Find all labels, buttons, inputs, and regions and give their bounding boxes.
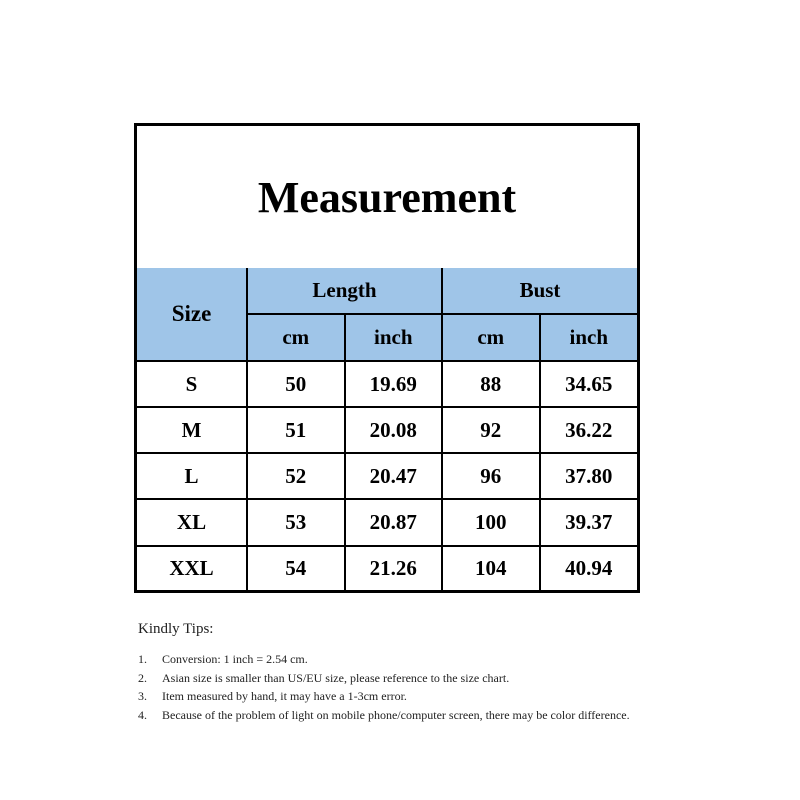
unit-header: cm xyxy=(247,314,345,361)
length-inch: 19.69 xyxy=(345,361,443,407)
size-table xyxy=(137,268,637,590)
length-cm: 52 xyxy=(247,453,345,499)
length-cm: 50 xyxy=(247,361,345,407)
table-row xyxy=(137,361,637,407)
length-cm: 51 xyxy=(247,407,345,453)
kindly-tips xyxy=(138,621,698,724)
list-item xyxy=(138,706,698,725)
unit-header: inch xyxy=(540,314,638,361)
list-item xyxy=(138,650,698,669)
table-row xyxy=(137,453,637,499)
table-row xyxy=(137,499,637,545)
list-number: 3. xyxy=(138,689,147,703)
length-inch: 20.08 xyxy=(345,407,443,453)
page-title: Measurement xyxy=(257,172,517,222)
bust-cm: 96 xyxy=(442,453,540,499)
list-number: 1. xyxy=(138,652,147,666)
group-header-row xyxy=(137,268,637,314)
list-text: Conversion: 1 inch = 2.54 cm. xyxy=(162,652,308,666)
size-label: XL xyxy=(137,499,247,545)
bust-inch: 37.80 xyxy=(540,453,638,499)
bust-inch: 34.65 xyxy=(540,361,638,407)
size-label: S xyxy=(137,361,247,407)
bust-cm: 104 xyxy=(442,546,540,590)
bust-header: Bust xyxy=(442,268,637,314)
list-number: 4. xyxy=(138,707,147,722)
unit-header: inch xyxy=(345,314,443,361)
table-row xyxy=(137,407,637,453)
length-inch: 20.47 xyxy=(345,453,443,499)
bust-cm: 92 xyxy=(442,407,540,453)
tips-list xyxy=(138,650,698,724)
bust-inch: 40.94 xyxy=(540,546,638,590)
size-header: Size xyxy=(137,268,247,361)
table-row xyxy=(137,546,637,590)
length-inch: 21.26 xyxy=(345,546,443,590)
length-inch: 20.87 xyxy=(345,499,443,545)
size-label: L xyxy=(137,453,247,499)
bust-inch: 39.37 xyxy=(540,499,638,545)
measurement-sheet xyxy=(134,123,640,593)
length-cm: 53 xyxy=(247,499,345,545)
length-cm: 54 xyxy=(247,546,345,590)
length-header: Length xyxy=(247,268,442,314)
tips-title: Kindly Tips: xyxy=(138,621,214,637)
bust-cm: 100 xyxy=(442,499,540,545)
list-item xyxy=(138,687,698,706)
list-number: 2. xyxy=(138,670,147,685)
list-item xyxy=(138,669,698,688)
bust-inch: 36.22 xyxy=(540,407,638,453)
list-text: Because of the problem of light on mobile phone/computer screen, there may be color difference. xyxy=(162,707,630,722)
list-text: Asian size is smaller than US/EU size, please reference to the size chart. xyxy=(162,670,510,685)
bust-cm: 88 xyxy=(442,361,540,407)
size-label: XXL xyxy=(137,546,247,590)
unit-header: cm xyxy=(442,314,540,361)
list-text: Item measured by hand, it may have a 1-3cm error. xyxy=(162,689,407,703)
size-label: M xyxy=(137,407,247,453)
